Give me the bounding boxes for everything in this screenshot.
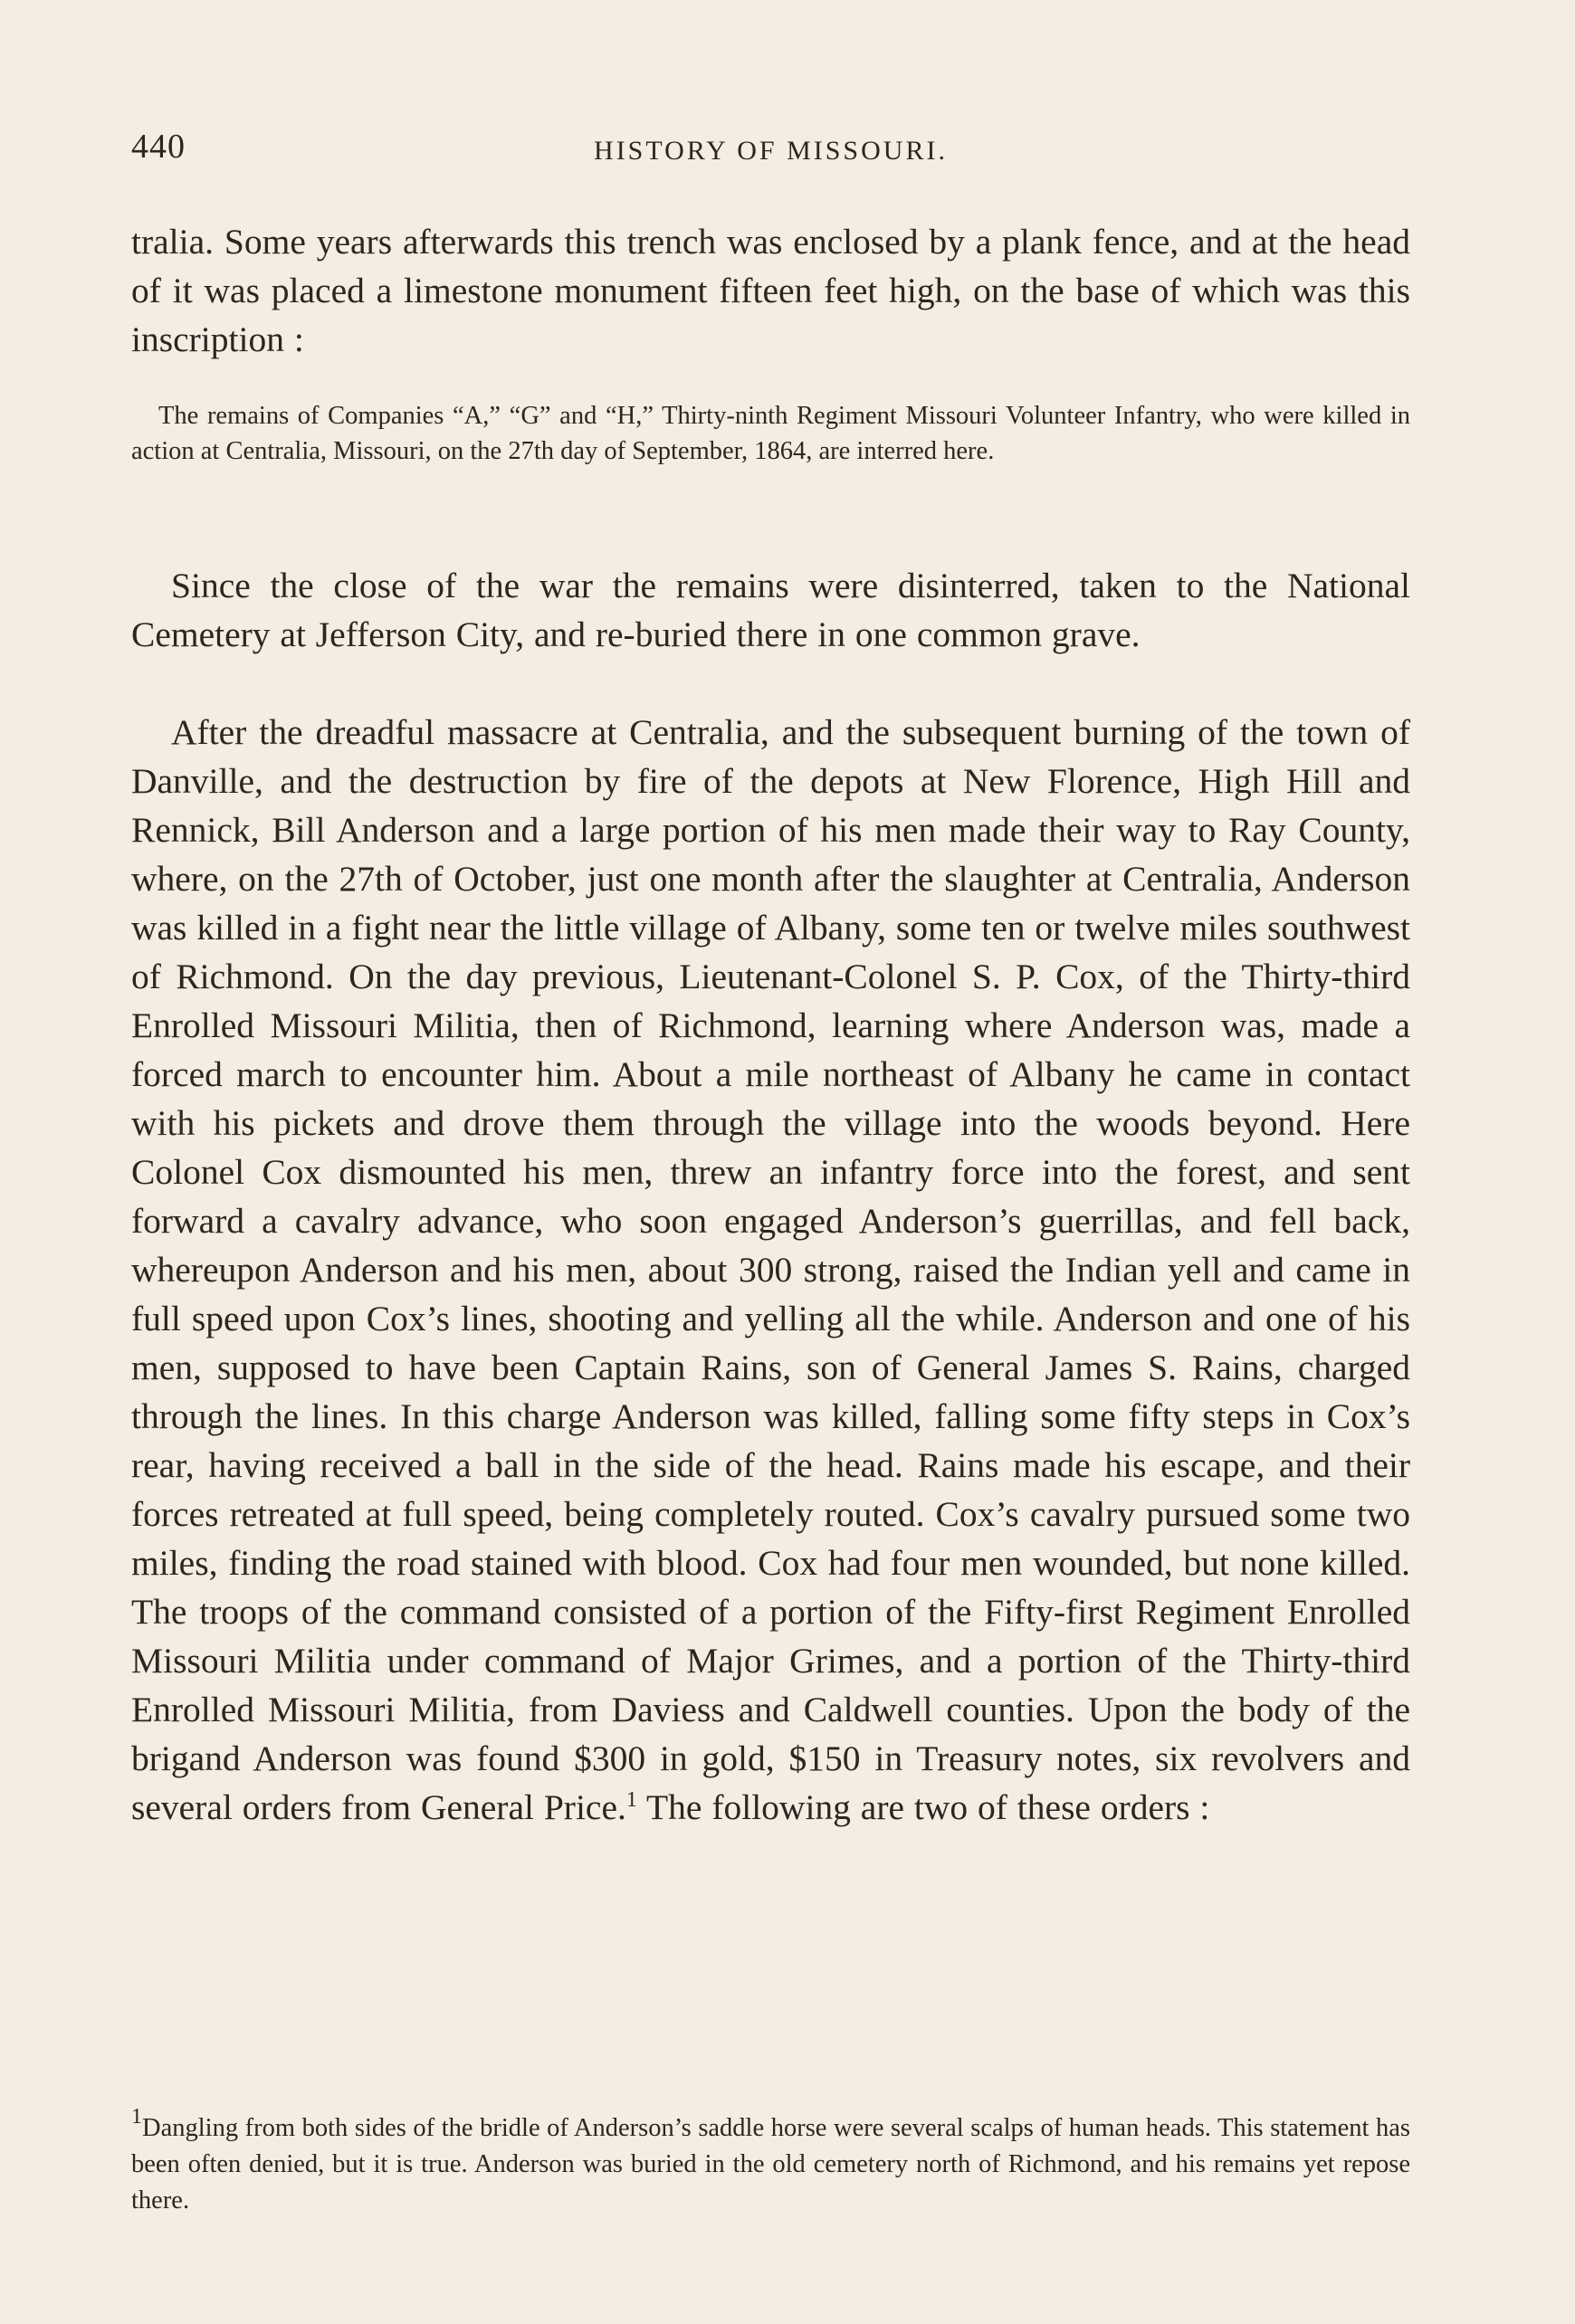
- footnote-reference: 1: [625, 1788, 637, 1812]
- paragraph-trench-monument: tralia. Some years afterwards this trench was enclosed by a plank fence, and at the head of it was placed a limestone monument fifteen feet high, on the base of which was this inscription :: [131, 222, 1410, 359]
- paragraph-anderson-death: [131, 708, 1410, 1832]
- running-title: HISTORY OF MISSOURI.: [594, 136, 948, 166]
- paragraph-reburial: Since the close of the war the remains were disinterred, taken to the National Cemetery at Jefferson City, and re-buried there in one common grave.: [131, 566, 1410, 654]
- paragraph-orders-lead: The following are two of these orders :: [646, 1787, 1210, 1827]
- footnote-text: Dangling from both sides of the bridle of Anderson’s saddle horse were several scalps of human heads. This statement has been often denied, but it is true. Anderson was buried in the old cemetery north of Richmond, and his remains yet repose there.: [131, 2114, 1410, 2214]
- footnote: [131, 2105, 1410, 2219]
- page-number: 440: [131, 128, 186, 166]
- footnote-marker: 1: [131, 2105, 142, 2129]
- paragraph-anderson-death-text: After the dreadful massacre at Centralia, and the subsequent burning of the town of Danville, and the destruction by fire of the depots at New Florence, High Hill and Rennick, Bill Anderson and a large portion of his men made their way to Ray County, where, on the 27th of October, just one month after the slaughter at Centralia, Anderson was killed in a fight near the little village of Albany, some ten or twelve miles southwest of Richmond. On the day previous, Lieutenant-Colonel S. P. Cox, of the Thirty-third Enrolled Missouri Militia, then of Richmond, learning where Anderson was, made a forced march to encounter him. About a mile northeast of Albany he came in contact with his pickets and drove them through the village into the woods beyond. Here Colonel Cox dismounted his men, threw an infantry force into the forest, and sent forward a cavalry advance, who soon engaged Anderson’s guerrillas, and fell back, whereupon Anderson and his men, about 300 strong, raised the Indian yell and came in full speed upon Cox’s lines, shooting and yelling all the while. Anderson and one of his men, supposed to have been Captain Rains, son of General James S. Rains, charged through the lines. In this charge Anderson was killed, falling some fifty steps in Cox’s rear, having received a ball in the side of the head. Rains made his escape, and their forces retreated at full speed, being completely routed. Cox’s cavalry pursued some two miles, finding the road stained with blood. Cox had four men wounded, but none killed. The troops of the command consisted of a portion of the Fifty-first Regiment Enrolled Missouri Militia under command of Major Grimes, and a portion of the Thirty-third Enrolled Missouri Militia, from Daviess and Caldwell counties. Upon the body of the brigand Anderson was found $300 in gold, $150 in Treasury notes, six revolvers and several orders from General Price.: [131, 712, 1410, 1827]
- page-header: [131, 127, 1410, 181]
- monument-inscription: The remains of Companies “A,” “G” and “H,” Thirty-ninth Regiment Missouri Volunteer Infantry, who were killed in action at Centralia, Missouri, on the 27th day of September, 1864, are interred here.: [131, 402, 1410, 465]
